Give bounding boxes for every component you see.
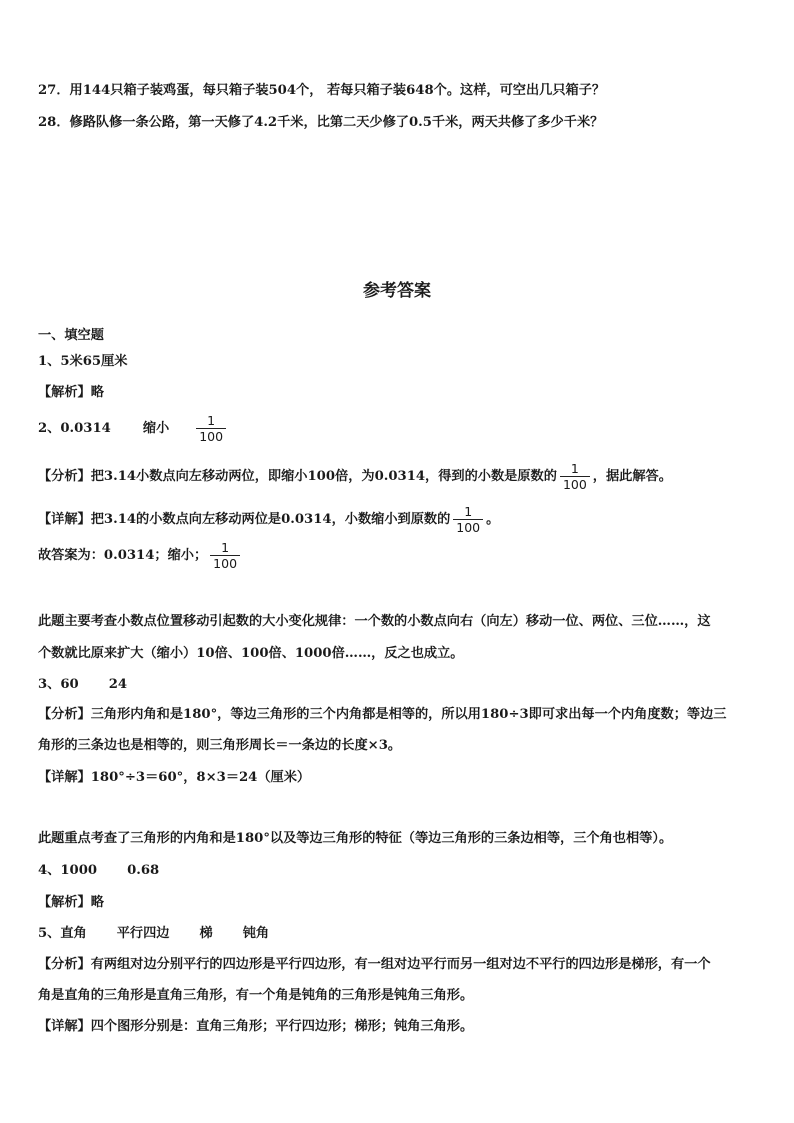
question-27: 27．用144只箱子装鸡蛋，每只箱子装504个， 若每只箱子装648个。这样，可空出几只箱子？: [38, 83, 606, 98]
answer-2-note-line-1: 此题主要考查小数点位置移动引起数的大小变化规律：一个数的小数点向右（向左）移动一位、两位、三位……，这: [38, 614, 711, 629]
answer-5: 5、直角 平行四边 梯 钝角: [38, 926, 270, 941]
answer-4-analysis: 【解析】略: [38, 895, 104, 910]
fraction: $\frac{1}{100}$: [210, 540, 240, 571]
answer-2-final: 故答案为：0.0314；缩小； $\frac{1}{100}$: [38, 540, 243, 571]
answer-2-detail: 【详解】把3.14的小数点向左移动两位是0.0314，小数缩小到原数的 $\frac{1}{100}$ 。: [38, 504, 500, 535]
answer-4: 4、1000 0.68: [38, 863, 160, 878]
answer-1-analysis: 【解析】略: [38, 385, 104, 400]
answer-3-analysis-line-1: 【分析】三角形内角和是180°，等边三角形的三个内角都是相等的，所以用180÷3即可求出每一个内角度数；等边三: [38, 707, 727, 722]
fraction: $\frac{1}{100}$: [560, 461, 590, 492]
answer-1: 1、5米65厘米: [38, 354, 128, 369]
answer-2: [38, 413, 229, 444]
answer-3-detail: 【详解】180°÷3＝60°，8×3＝24（厘米）: [38, 770, 311, 785]
fraction: $\frac{1}{100}$: [453, 504, 483, 535]
answer-2-word: 缩小: [142, 421, 170, 436]
answer-5-analysis-line-1: 【分析】有两组对边分别平行的四边形是平行四边形，有一组对边平行而另一组对边不平行的四边形是梯形，有一个: [38, 957, 711, 972]
answer-3-analysis-line-2: 角形的三条边也是相等的，则三角形周长＝一条边的长度×3。: [38, 738, 402, 753]
answer-3: 3、60 24: [38, 677, 128, 692]
answer-3-note: 此题重点考查了三角形的内角和是180°以及等边三角形的特征（等边三角形的三条边相等，三个角也相等）。: [38, 831, 673, 846]
answer-2-analysis: 【分析】把3.14小数点向左移动两位，即缩小100倍，为0.0314，得到的小数是原数的 $\frac{1}{100}$ ，据此解答。: [38, 461, 672, 492]
question-28: 28．修路队修一条公路，第一天修了4.2千米，比第二天少修了0.5千米，两天共修了多少千米？: [38, 115, 604, 130]
answer-2-note-line-2: 个数就比原来扩大（缩小）10倍、100倍、1000倍……，反之也成立。: [38, 646, 464, 661]
answer-5-detail: 【详解】四个图形分别是：直角三角形；平行四边形；梯形；钝角三角形。: [38, 1019, 474, 1034]
fraction: $\frac{1}{100}$: [196, 413, 226, 444]
answer-2-value: 2、0.0314: [38, 421, 111, 436]
answer-5-analysis-line-2: 角是直角的三角形是直角三角形，有一个角是钝角的三角形是钝角三角形。: [38, 988, 474, 1003]
page-title: 参考答案: [363, 281, 431, 301]
section-heading: 一、填空题: [38, 328, 104, 343]
